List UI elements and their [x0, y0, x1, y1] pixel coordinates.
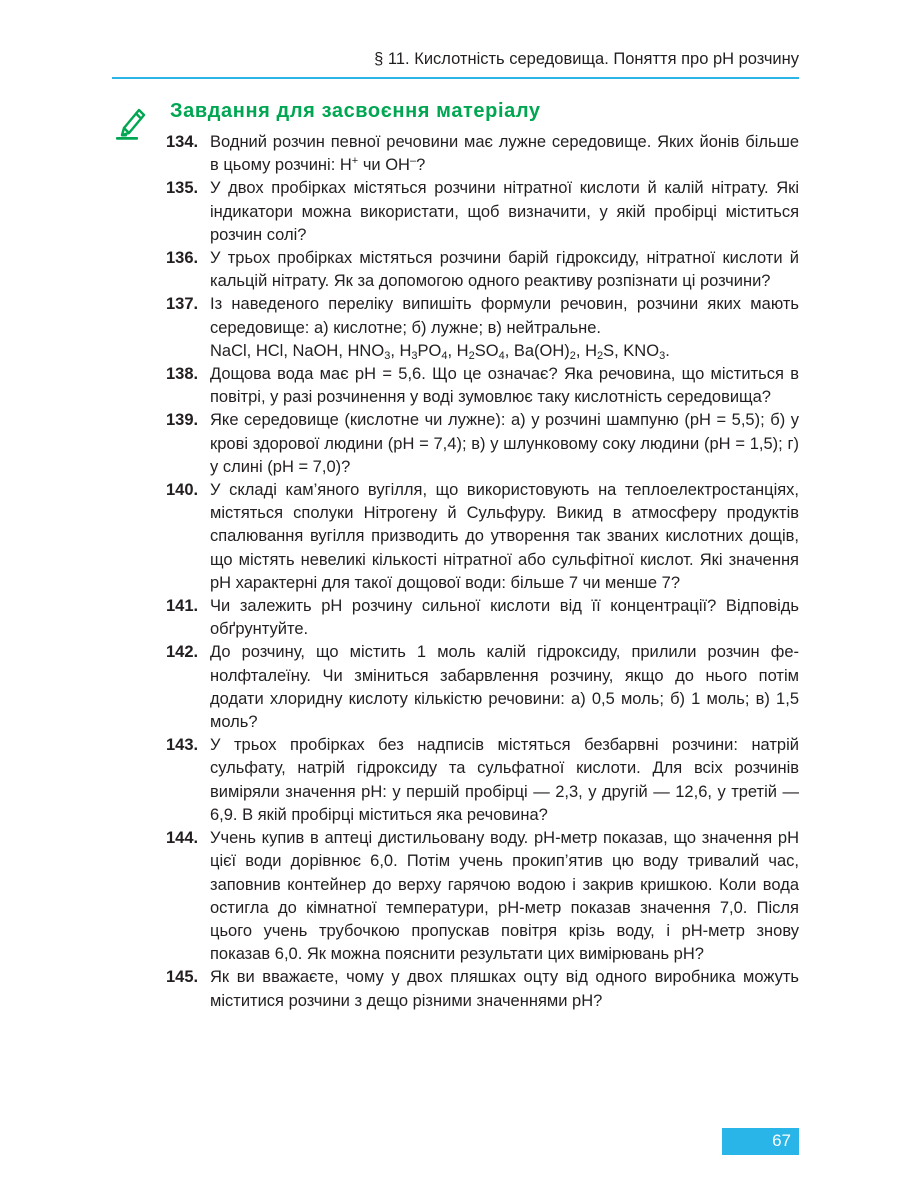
running-head: § 11. Кислотність середовища. Поняття про рН розчину	[374, 50, 799, 68]
task-item	[166, 409, 799, 479]
task-item	[166, 363, 799, 409]
task-item	[166, 479, 799, 595]
task-item	[166, 177, 799, 247]
task-number: 140.	[166, 481, 199, 500]
task-item	[166, 247, 799, 293]
task-item	[166, 641, 799, 734]
task-number: 144.	[166, 829, 199, 848]
task-number: 145.	[166, 968, 199, 987]
task-text: До розчину, що містить 1 моль калій гідроксиду, прилили розчин фенолфталеїну. Чи зміниться забарвлення розчину, якщо до нього потім додати хлоридну кислоту кількістю речовини: а) 0,5 моль; б) 1 моль; в) 1,5 моль?	[210, 643, 799, 732]
task-number: 135.	[166, 179, 199, 198]
task-number: 137.	[166, 295, 199, 314]
page-number-box	[722, 1128, 799, 1155]
formula-list: NaCl, HCl, NaOH, $HNO_3$, $H_3PO_4$, $H_2SO_4$, $Ba(OH)_2$, $H_2S$, $KNO_3$.	[210, 341, 670, 362]
task-text: У трьох пробірках без надписів містяться безбарвні розчини: натрій сульфату, натрій гідроксиду та сульфатної кислоти. Для всіх розчинів виміряли значення рН: у першій пробірці — 2,3, у другій — 12,6, у третій — 6,9. В якій пробірці міститься яка речовина?	[210, 736, 799, 824]
task-list	[166, 131, 799, 1013]
task-number: 138.	[166, 365, 199, 384]
task-number: 142.	[166, 643, 199, 662]
task-text: Чи залежить рН розчину сильної кислоти від її концентрації? Відповідь обґрунтуйте.	[210, 597, 799, 639]
page-number: 67	[772, 1131, 791, 1150]
task-number: 136.	[166, 249, 199, 268]
task-number: 134.	[166, 133, 199, 151]
task-text: Яке середовище (кислотне чи лужне): а) у розчині шампуню (рН = 5,5); б) у крові здорової людини (рН = 7,4); в) у шлунковому соку людини (рН = 1,5); г) у слині (рН = 7,0)?	[210, 411, 799, 476]
task-item	[166, 966, 799, 1012]
task-item	[166, 734, 799, 827]
task-item	[166, 595, 799, 641]
task-text: Як ви вважаєте, чому у двох пляшках оцту від одного виробника можуть міститися розчини з дещо різними значеннями рН?	[210, 968, 799, 1010]
task-text: У складі кам’яного вугілля, що використовують на теплоелектростанціях, містяться сполуки Нітрогену й Сульфуру. Викид в атмосферу продуктів спалювання вугілля призводить до утворення так званих кислотних дощів, що містять невеликі кількості нітратної або сульфітної кислот. Які значення рН характерні для такої дощової води: більше 7 чи менше 7?	[210, 481, 799, 592]
header-rule	[112, 77, 799, 79]
task-item	[166, 131, 799, 177]
task-text: Учень купив в аптеці дистильовану воду. рН-метр показав, що значення рН цієї води дорівнює 6,0. Потім учень прокип’ятив цю воду тривалий час, заповнив контейнер до верху гарячою водою і закрив кришкою. Коли вода остигла до кімнатної температури, рН-метр показав значення 7,0. Після цього учень трубочкою пропускав повітря крізь воду, і рН-метр знову показав 6,0. Як можна пояснити результати цих вимірювань рН?	[210, 829, 799, 964]
task-number: 141.	[166, 597, 199, 616]
task-text: У трьох пробірках містяться розчини барій гідроксиду, нітратної кислоти й кальцій нітрату. Як за допомогою одного реактиву розпізнати ці розчини?	[210, 249, 799, 291]
task-text: Дощова вода має рН = 5,6. Що це означає? Яка речовина, що міститься в повітрі, у разі розчинення у воді зумовлює таку кислотність середовища?	[210, 365, 799, 407]
task-number: 139.	[166, 411, 199, 430]
task-text: У двох пробірках містяться розчини нітратної кислоти й калій нітрату. Які індикатори можна використати, щоб визначити, у якій пробірці міститься розчин солі?	[210, 179, 799, 244]
task-text: Водний розчин певної речовини має лужне середовище. Яких йонів більше в цьому розчині: H+ чи OH–?	[210, 133, 799, 175]
pencil-icon	[112, 104, 148, 142]
task-item	[166, 293, 799, 363]
section-title: Завдання для засвоєння матеріалу	[170, 100, 541, 122]
task-number: 143.	[166, 736, 199, 755]
task-text: Із наведеного переліку випишіть формули речовин, розчини яких мають середовище: а) кислотне; б) лужне; в) нейтральне.	[210, 295, 799, 337]
task-item	[166, 827, 799, 966]
